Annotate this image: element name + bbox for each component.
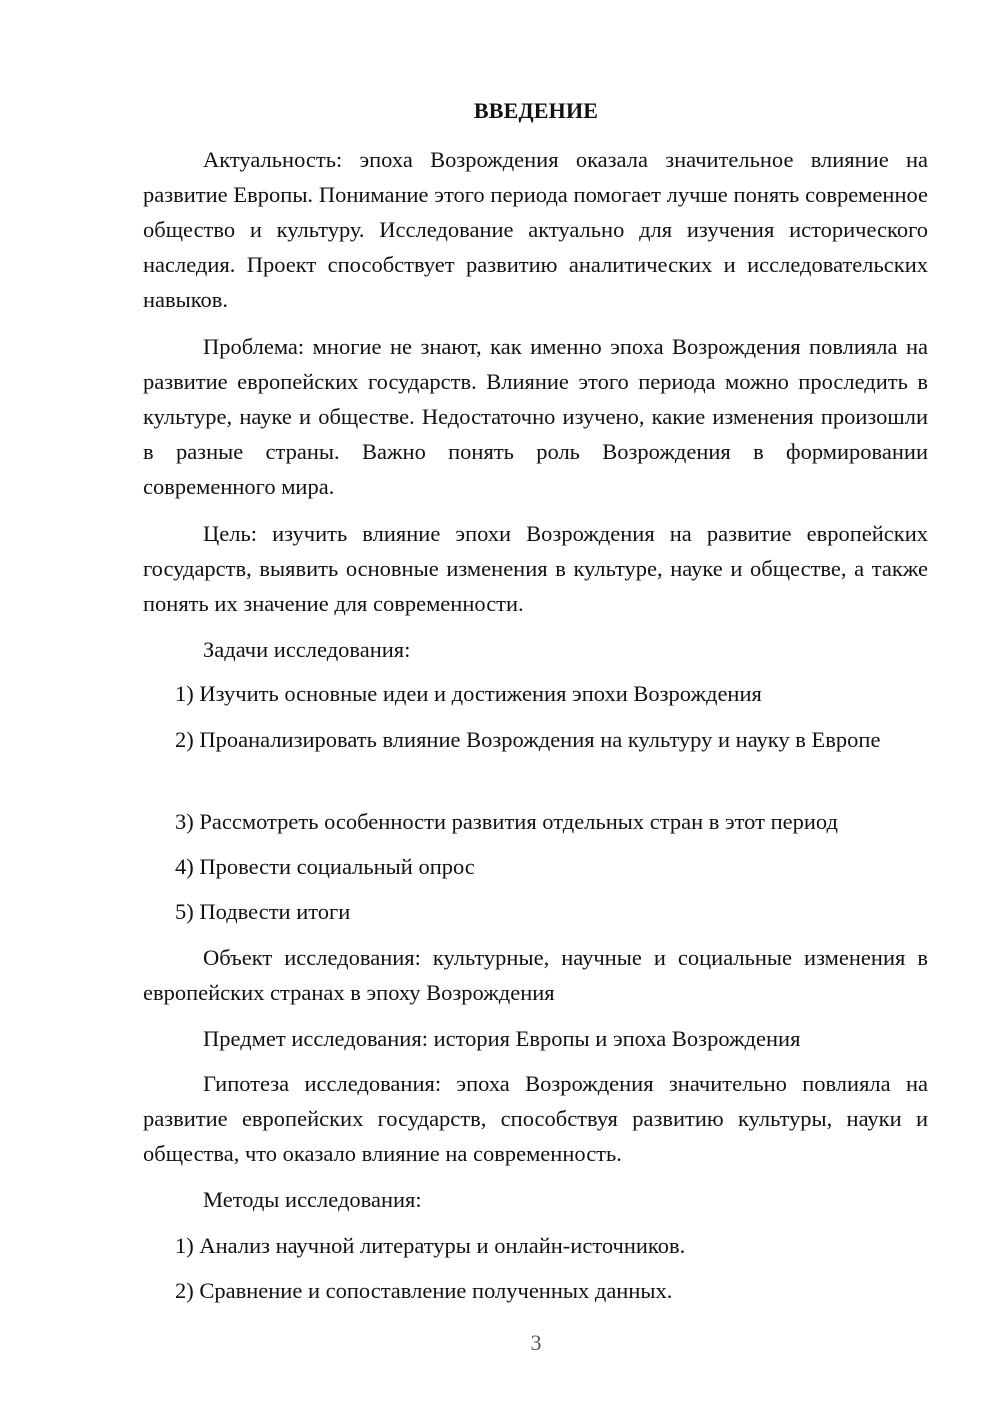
paragraph-problem: Проблема: многие не знают, как именно эпоха Возрождения повлияла на развитие европейских государств. Влияние этого периода можно проследить в культуре, науке и обществе. Недостаточно изучено, какие изменения произошли в разные страны. Важно понять роль Возрождения в формировании современного мира. [143,334,928,499]
task-item-2: 2) Проанализировать влияние Возрождения на культуру и науку в Европе [175,727,881,752]
page-number: 3 [530,1330,542,1355]
paragraph-actuality: Актуальность: эпоха Возрождения оказала значительное влияние на развитие Европы. Понимание этого периода помогает лучше понять современное общество и культуру. Исследование актуально для изучения исторического наследия. Проект способствует развитию аналитических и исследовательских навыков. [143,147,928,312]
method-item-2: 2) Сравнение и сопоставление полученных данных. [175,1278,673,1303]
task-item-3: 3) Рассмотреть особенности развития отдельных стран в этот период [175,809,838,834]
tasks-heading: Задачи исследования: [203,637,411,662]
methods-heading: Методы исследования: [203,1187,422,1212]
paragraph-object: Объект исследования: культурные, научные и социальные изменения в европейских странах в эпоху Возрождения [143,945,928,1005]
task-item-1: 1) Изучить основные идеи и достижения эпохи Возрождения [175,681,762,706]
paragraph-subject: Предмет исследования: история Европы и эпоха Возрождения [203,1026,801,1051]
paragraph-hypothesis: Гипотеза исследования: эпоха Возрождения значительно повлияла на развитие европейских государств, способствуя развитию культуры, науки и общества, что оказало влияние на современность. [143,1071,928,1166]
page-title: ВВЕДЕНИЕ [473,98,599,123]
task-item-4: 4) Провести социальный опрос [175,854,475,879]
paragraph-goal: Цель: изучить влияние эпохи Возрождения на развитие европейских государств, выявить основные изменения в культуре, науке и обществе, а также понять их значение для современности. [143,521,928,616]
method-item-1: 1) Анализ научной литературы и онлайн-источников. [175,1233,686,1258]
task-item-5: 5) Подвести итоги [175,899,351,924]
